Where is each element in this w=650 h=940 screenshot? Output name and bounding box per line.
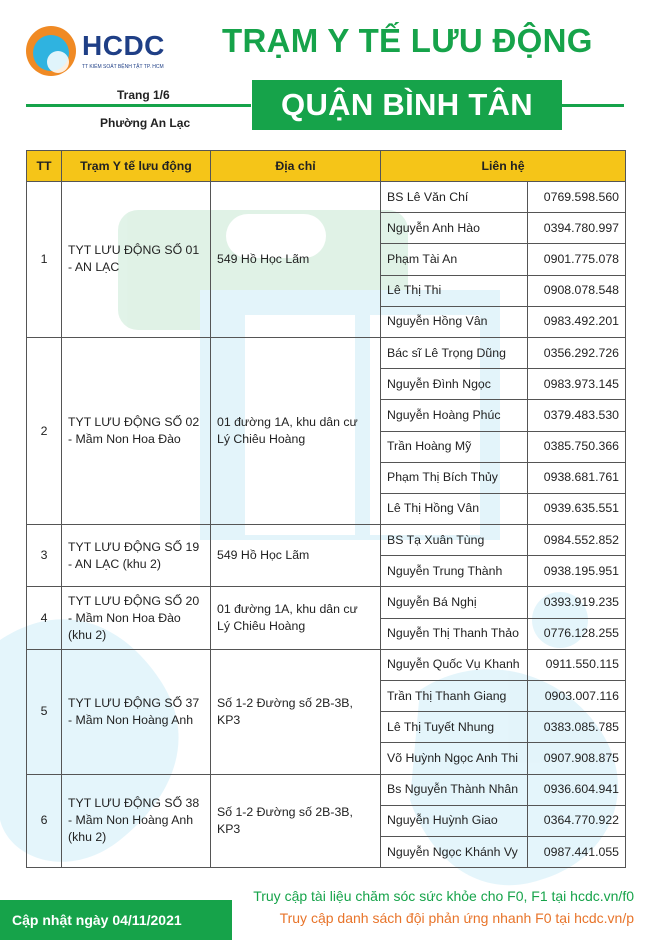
station-number: 1: [27, 182, 62, 338]
station-name: TYT LƯU ĐỘNG SỐ 02 - Mầm Non Hoa Đào: [62, 337, 211, 524]
station-address: Số 1-2 Đường số 2B-3B, KP3: [211, 774, 381, 868]
station-number: 2: [27, 337, 62, 524]
col-header-station: Trạm Y tế lưu động: [62, 151, 211, 182]
ward-name: Phường An Lạc: [100, 116, 191, 130]
station-name: TYT LƯU ĐỘNG SỐ 19 - AN LẠC (khu 2): [62, 525, 211, 587]
contact-name: Nguyễn Bá Nghị: [381, 587, 528, 618]
station-number: 4: [27, 587, 62, 649]
contact-phone: 0379.483.530: [528, 400, 626, 431]
station-name: TYT LƯU ĐỘNG SỐ 37 - Mầm Non Hoàng Anh: [62, 649, 211, 774]
table-row: [27, 525, 626, 556]
title-divider-right: [562, 104, 624, 107]
table-row: [27, 774, 626, 805]
table-row: [27, 182, 626, 213]
contact-name: Nguyễn Huỳnh Giao: [381, 805, 528, 836]
contact-phone: 0907.908.875: [528, 743, 626, 774]
contact-name: Phạm Tài An: [381, 244, 528, 275]
contact-phone: 0938.195.951: [528, 556, 626, 587]
station-number: 3: [27, 525, 62, 587]
table-header-row: [27, 151, 626, 182]
contact-name: Nguyễn Anh Hào: [381, 213, 528, 244]
contact-name: Trần Hoàng Mỹ: [381, 431, 528, 462]
contact-phone: 0938.681.761: [528, 462, 626, 493]
contact-name: Lê Thị Thi: [381, 275, 528, 306]
col-header-contact: Liên hệ: [381, 151, 626, 182]
contact-phone: 0393.919.235: [528, 587, 626, 618]
station-number: 6: [27, 774, 62, 868]
contact-phone: 0776.128.255: [528, 618, 626, 649]
contact-name: Nguyễn Đình Ngọc: [381, 369, 528, 400]
contact-name: BS Tạ Xuân Tùng: [381, 525, 528, 556]
contact-name: Trần Thị Thanh Giang: [381, 681, 528, 712]
contact-phone: 0364.770.922: [528, 805, 626, 836]
table-row: [27, 587, 626, 618]
contact-name: Nguyễn Ngọc Khánh Vy: [381, 836, 528, 867]
stations-table: [26, 150, 626, 868]
contact-name: Nguyễn Hồng Vân: [381, 306, 528, 337]
station-name: TYT LƯU ĐỘNG SỐ 20 - Mầm Non Hoa Đào (khu 2): [62, 587, 211, 649]
contact-phone: 0983.492.201: [528, 306, 626, 337]
contact-phone: 0908.078.548: [528, 275, 626, 306]
col-header-address: Địa chỉ: [211, 151, 381, 182]
station-address: 549 Hồ Học Lãm: [211, 182, 381, 338]
contact-name: Nguyễn Quốc Vụ Khanh: [381, 649, 528, 680]
contact-phone: 0987.441.055: [528, 836, 626, 867]
station-number: 5: [27, 649, 62, 774]
contact-name: Nguyễn Hoàng Phúc: [381, 400, 528, 431]
contact-phone: 0984.552.852: [528, 525, 626, 556]
contact-name: Lê Thị Tuyết Nhung: [381, 712, 528, 743]
station-name: TYT LƯU ĐỘNG SỐ 01 - AN LẠC: [62, 182, 211, 338]
updated-date-badge: Cập nhật ngày 04/11/2021: [0, 900, 232, 940]
logo-emblem-icon: [26, 26, 76, 76]
contact-name: Nguyễn Trung Thành: [381, 556, 528, 587]
table-body: [27, 182, 626, 868]
station-address: 549 Hồ Học Lãm: [211, 525, 381, 587]
rapid-response-link[interactable]: Truy cập danh sách đội phản ứng nhanh F0 tại hcdc.vn/p: [279, 910, 634, 926]
logo-text: HCDC: [82, 30, 165, 61]
station-address: 01 đường 1A, khu dân cư Lý Chiêu Hoàng: [211, 587, 381, 649]
station-address: Số 1-2 Đường số 2B-3B, KP3: [211, 649, 381, 774]
contact-phone: 0936.604.941: [528, 774, 626, 805]
table-row: [27, 337, 626, 368]
hcdc-logo: [26, 24, 178, 82]
contact-phone: 0901.775.078: [528, 244, 626, 275]
col-header-tt: TT: [27, 151, 62, 182]
contact-phone: 0356.292.726: [528, 337, 626, 368]
contact-name: Bác sĩ Lê Trọng Dũng: [381, 337, 528, 368]
contact-phone: 0769.598.560: [528, 182, 626, 213]
district-banner: QUẬN BÌNH TÂN: [252, 80, 562, 130]
contact-phone: 0911.550.115: [528, 649, 626, 680]
contact-name: Lê Thị Hồng Vân: [381, 493, 528, 524]
table-row: [27, 649, 626, 680]
contact-name: Nguyễn Thị Thanh Thảo: [381, 618, 528, 649]
station-address: 01 đường 1A, khu dân cư Lý Chiêu Hoàng: [211, 337, 381, 524]
contact-phone: 0983.973.145: [528, 369, 626, 400]
logo-subtitle: TT KIỂM SOÁT BỆNH TẬT TP. HCM: [82, 64, 164, 70]
contact-phone: 0385.750.366: [528, 431, 626, 462]
contact-phone: 0939.635.551: [528, 493, 626, 524]
contact-name: BS Lê Văn Chí: [381, 182, 528, 213]
page-title: TRẠM Y TẾ LƯU ĐỘNG: [222, 22, 593, 59]
contact-phone: 0394.780.997: [528, 213, 626, 244]
contact-phone: 0383.085.785: [528, 712, 626, 743]
page-number: Trang 1/6: [117, 88, 170, 102]
contact-name: Võ Huỳnh Ngọc Anh Thi: [381, 743, 528, 774]
contact-name: Bs Nguyễn Thành Nhân: [381, 774, 528, 805]
title-divider: [26, 104, 251, 107]
station-name: TYT LƯU ĐỘNG SỐ 38 - Mầm Non Hoàng Anh (khu 2): [62, 774, 211, 868]
f0-resources-link[interactable]: Truy cập tài liệu chăm sóc sức khỏe cho F0, F1 tại hcdc.vn/f0: [253, 888, 634, 904]
contact-phone: 0903.007.116: [528, 681, 626, 712]
contact-name: Phạm Thị Bích Thủy: [381, 462, 528, 493]
